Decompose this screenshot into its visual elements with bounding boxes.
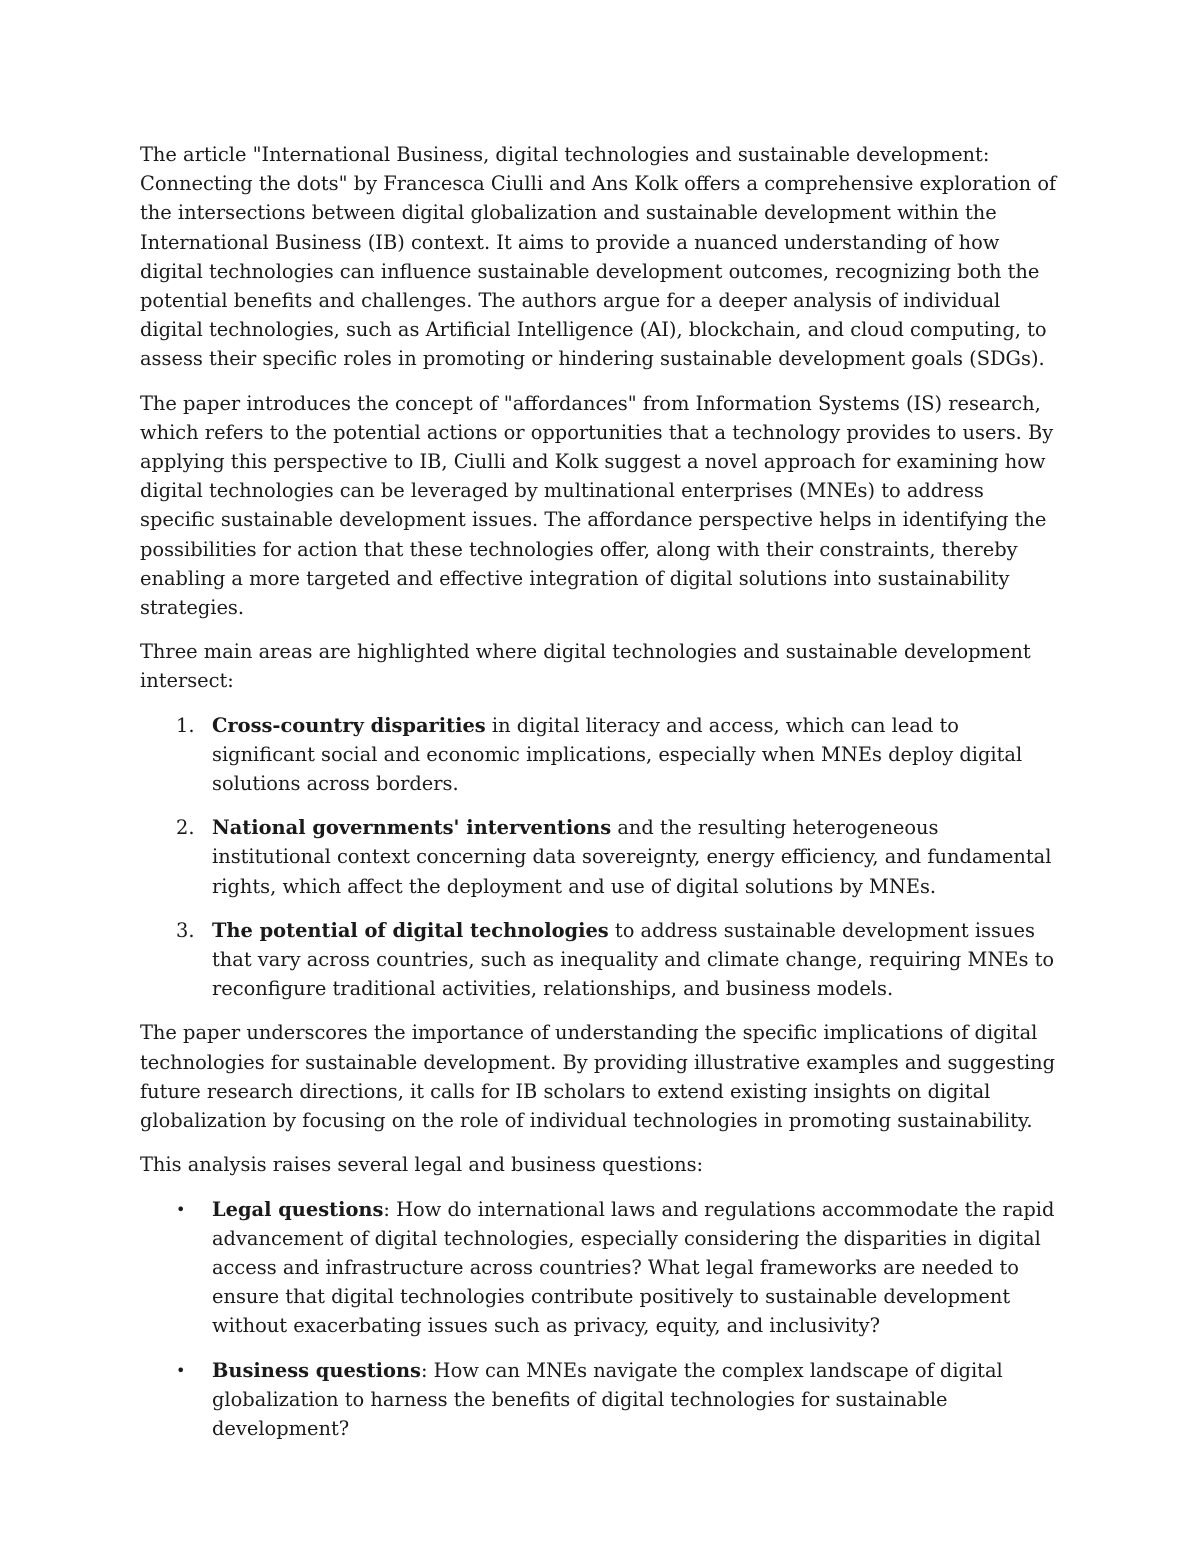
list-item-text: : How can MNEs navigate the complex landscape of digital globalization to harness the benefits of digital technologies for sustainable development? <box>212 1358 1003 1440</box>
list-item <box>140 1356 1060 1444</box>
bullet-icon: • <box>176 1360 186 1380</box>
paragraph-questions-intro: This analysis raises several legal and business questions: <box>140 1153 704 1177</box>
paragraph-implications: The paper underscores the importance of understanding the specific implications of digital technologies for sustainable development. By providing illustrative examples and suggesting future research directions, it calls for IB scholars to extend existing insights on digital globalization by focusing on the role of individual technologies in promoting sustainability. <box>140 1021 1056 1133</box>
list-item <box>140 711 1060 799</box>
list-marker: 3. <box>176 918 195 942</box>
list-item-heading: Business questions <box>212 1358 421 1382</box>
paragraph-intro: The article "International Business, digital technologies and sustainable development: Connecting the dots" by Francesca Ciulli and Ans Kolk offers a comprehensive exploration of the intersections between digital globalization and sustainable development within the International Business (IB) context. It aims to provide a nuanced understanding of how digital technologies can influence sustainable development outcomes, recognizing both the potential benefits and challenges. The authors argue for a deeper analysis of individual digital technologies, such as Artificial Intelligence (AI), blockchain, and cloud computing, to assess their specific roles in promoting or hindering sustainable development goals (SDGs). <box>140 143 1057 371</box>
list-item-heading: Legal questions <box>212 1197 384 1221</box>
list-item-heading: The potential of digital technologies <box>212 918 609 942</box>
numbered-list <box>140 711 1060 1004</box>
list-item-heading: National governments' interventions <box>212 816 612 840</box>
list-item <box>140 916 1060 1004</box>
bullet-list <box>140 1195 1060 1444</box>
list-item-text: to address sustainable development issues that vary across countries, such as inequality and climate change, requiring MNEs to reconfigure traditional activities, relationships, and business models. <box>212 918 1055 1001</box>
list-item-text: and the resulting heterogeneous institutional context concerning data sovereignty, energy efficiency, and fundamental rights, which affect the deployment and use of digital solutions by MNEs. <box>212 816 1052 898</box>
list-item-text: : How do international laws and regulations accommodate the rapid advancement of digital technologies, especially considering the disparities in digital access and infrastructure across countries? What legal frameworks are needed to ensure that digital technologies contribute positively to sustainable development without exacerbating issues such as privacy, equity, and inclusivity? <box>212 1197 1055 1338</box>
list-item-heading: Cross-country disparities <box>212 713 486 737</box>
bullet-icon: • <box>176 1199 186 1219</box>
list-item <box>140 1195 1060 1341</box>
list-marker: 2. <box>176 816 195 840</box>
list-item-text: in digital literacy and access, which can lead to significant social and economic implications, especially when MNEs deploy digital solutions across borders. <box>212 713 1023 796</box>
document-page <box>140 140 1060 1458</box>
paragraph-areas-intro: Three main areas are highlighted where digital technologies and sustainable development intersect: <box>140 640 1031 693</box>
list-marker: 1. <box>176 713 195 737</box>
paragraph-affordances: The paper introduces the concept of "affordances" from Information Systems (IS) research, which refers to the potential actions or opportunities that a technology provides to users. By applying this perspective to IB, Ciulli and Kolk suggest a novel approach for examining how digital technologies can be leveraged by multinational enterprises (MNEs) to address specific sustainable development issues. The affordance perspective helps in identifying the possibilities for action that these technologies offer, along with their constraints, thereby enabling a more targeted and effective integration of digital solutions into sustainability strategies. <box>140 391 1054 620</box>
list-item <box>140 813 1060 901</box>
